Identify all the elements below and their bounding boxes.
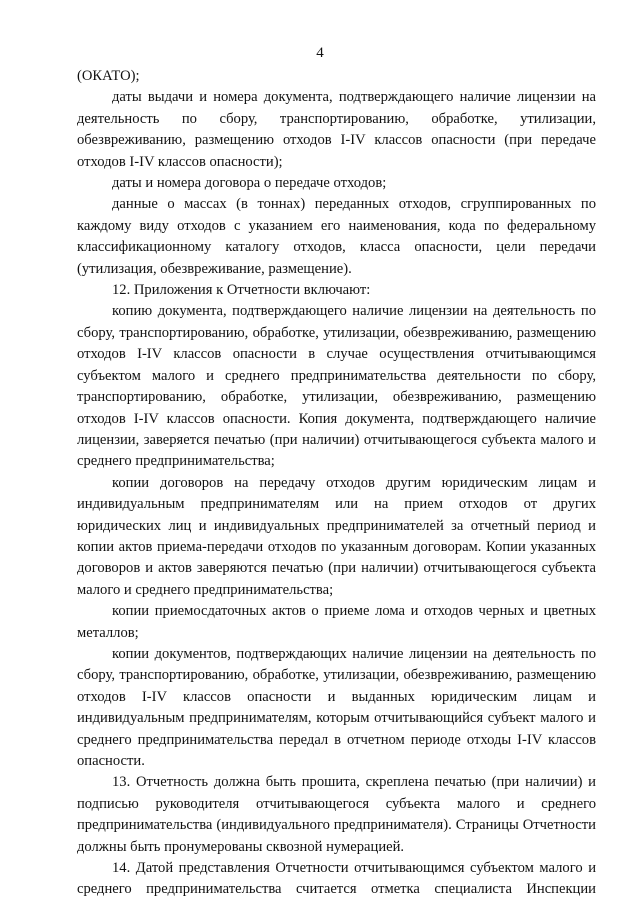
paragraph-waste-mass-data: данные о массах (в тоннах) переданных отходов, сгруппированных по каждому виду отходов с указанием его наименования, кода по федеральному классификационному каталогу отходов, класса опасности, цели передачи (утилизация, обезвреживание, размещение).: [77, 196, 596, 277]
paragraph-contract-copies: копии договоров на передачу отходов другим юридическим лицам и индивидуальным предпринимателям или на прием отходов от других юридических лиц и индивидуальных предпринимателей за отчетный период и копии актов приема-передачи отходов по указанным договорам. Копии указанных договоров и актов заверяются печатью (при наличии) отчитывающегося субъекта малого и среднего предпринимательства;: [77, 474, 596, 598]
document-body: [77, 66, 596, 901]
page-number: 4: [316, 45, 324, 61]
paragraph-okato: (ОКАТО);: [77, 68, 140, 84]
section-13: 13. Отчетность должна быть прошита, скреплена печатью (при наличии) и подписью руководителя отчитывающегося субъекта малого и среднего предпринимательства (индивидуального предпринимателя). Страницы Отчетности должны быть пронумерованы сквозной нумерацией.: [77, 774, 596, 855]
paragraph-recipient-licenses: копии документов, подтверждающих наличие лицензии на деятельность по сбору, транспортированию, обработке, утилизации, обезвреживанию, размещению отходов I-IV классов опасности и выданных юридическим лицам и индивидуальным предпринимателям, которым отчитывающийся субъект малого и среднего предпринимательства передал в отчетном периоде отходы I-IV классов опасности.: [77, 645, 596, 769]
paragraph-scrap-acts: копии приемосдаточных актов о приеме лома и отходов черных и цветных металлов;: [77, 603, 596, 641]
paragraph-license-dates: даты выдачи и номера документа, подтверждающего наличие лицензии на деятельность по сбору, транспортированию, обработке, утилизации, обезвреживанию, размещению отходов I-IV классов опасности (при передаче отходов I-IV классов опасности);: [77, 89, 596, 170]
section-14: 14. Датой представления Отчетности отчитывающимся субъектом малого и среднего предпринимательства считается отметка специалиста Инспекции: [77, 860, 596, 898]
paragraph-contract-dates: даты и номера договора о передаче отходов;: [112, 175, 387, 192]
paragraph-license-copy: копию документа, подтверждающего наличие лицензии на деятельность по сбору, транспортированию, обработке, утилизации, обезвреживанию, размещению отходов I-IV классов опасности в случае осуществления отчитывающимся субъектом малого и среднего предпринимательства деятельности по сбору, транспортированию, обработке, утилизации, обезвреживанию, размещению отходов I-IV классов опасности. Копия документа, подтверждающего наличие лицензии, заверяется печатью (при наличии) отчитывающегося субъекта малого и среднего предпринимательства;: [77, 303, 596, 470]
section-12-heading: 12. Приложения к Отчетности включают:: [112, 282, 371, 299]
